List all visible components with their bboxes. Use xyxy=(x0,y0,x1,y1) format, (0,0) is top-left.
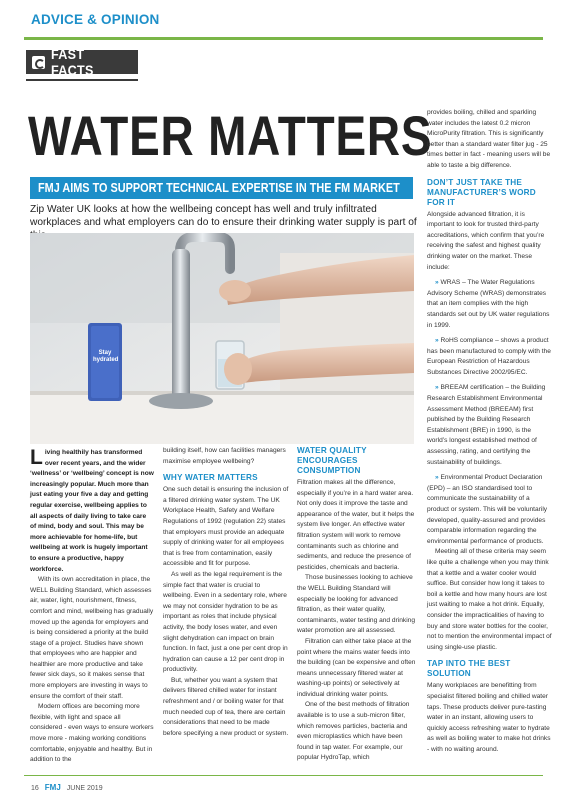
header-divider xyxy=(24,37,543,40)
article-column-4 xyxy=(427,108,553,755)
article-photo xyxy=(30,233,414,444)
bullet-text: WRAS – The Water Regulations Advisory Scheme (WRAS) demonstrates that an item complies with the high standards set out by UK water regulations in 1999. xyxy=(427,279,550,329)
section-heading: WHY WATER MATTERS xyxy=(163,473,258,483)
badge-underline xyxy=(26,79,138,81)
body-paragraph: Filtration makes all the difference, especially if you’re in a hard water area. Not only does it improve the taste and appearance of the water, but it helps the system live longer. An effective water filtration system will work to remove contaminants such as chlorine and sediments, and reduce the presence of pesticides, chemicals and bacteria. xyxy=(297,479,415,571)
bullet-marker: » xyxy=(435,279,439,287)
photo-illustration xyxy=(30,233,414,444)
body-paragraph: building itself, how can facilities managers maximise employee wellbeing? xyxy=(163,447,286,465)
lead-paragraph: iving healthily has transformed over recent years, and the wider ‘wellness’ or ‘wellbeing’ concept is now increasingly popular. Much more than just eating your five a day and getting regular exercise, wellbeing applies to all aspects of daily living to take care of mind, body and soul. This may be more achievable for home-life, but wellbeing at work is hugely important to ensure a productive, happy workforce. xyxy=(30,449,154,573)
body-paragraph: One of the best methods of filtration available is to use a sub-micron filter, which removes particles, bacteria and even microplastics which have been found in tap water. For example, our popular HydroTap, which xyxy=(297,701,410,762)
body-paragraph: But, whether you want a system that delivers filtered chilled water for instant refreshment and / or boiling water for that much needed cup of tea, there are certain considerations that need to be made before specifying a new product or system. xyxy=(163,676,289,737)
article-title: WATER MATTERS xyxy=(28,104,433,167)
page-footer xyxy=(31,783,103,792)
fast-facts-label: FAST FACTS xyxy=(50,46,94,78)
body-paragraph: With its own accreditation in place, the WELL Building Standard, which assesses air, water, light, nourishment, fitness, comfort and mind, wellbeing has gradually moved up the agenda for employers and is being considered a priority at the build stage of a project. Studies have shown that employees who are happier and healthier are more productive and take fewer sick days, so it makes sense that more employers are investing in ways to ensure the comfort of their staff. xyxy=(30,576,154,700)
banner-text: FMJ AIMS TO SUPPORT TECHNICAL EXPERTISE IN THE FM MARKET xyxy=(38,181,400,195)
body-paragraph: Alongside advanced filtration, it is important to look for trusted third-party accreditations, which confirm that you’re receiving the safest and highest quality drinking water on the market. These include: xyxy=(427,210,545,271)
drop-cap: L xyxy=(30,446,43,469)
article-subhead: Zip Water UK looks at how the wellbeing concept has well and truly infiltrated workplaces and what employers can do to ensure their drinking water supply is part of xyxy=(30,204,417,228)
bullet-marker: » xyxy=(435,384,439,392)
bullet-text: Environmental Product Declaration (EPD) – an ISO standardised tool to communicate the sustainability of a product or system. This will be voluntarily developed, quality-assured and provides comparable information regarding the environmental performance of products. xyxy=(427,474,548,545)
bullet-text: RoHS compliance – shows a product has been manufactured to comply with the European Restriction of Hazardous Substances Directive 2002/95/EC. xyxy=(427,337,551,376)
bullet-item xyxy=(427,278,553,331)
section-heading: DON’T JUST TAKE THE MANUFACTURER’S WORD FOR IT xyxy=(427,177,536,207)
article-column-2 xyxy=(163,446,289,739)
bullet-item xyxy=(427,336,553,378)
page-number: 16 xyxy=(31,785,39,792)
section-label: ADVICE & OPINION xyxy=(31,12,160,27)
article-column-1 xyxy=(30,448,154,766)
body-paragraph: Many workplaces are benefitting from specialist filtered boiling and chilled water taps. These products deliver pure-tasting water in an instant, allowing users to quickly access refreshing water to hydrate as well as boiling water to make hot drinks - with no waiting around. xyxy=(427,682,551,753)
article-banner xyxy=(30,177,413,199)
section-heading: WATER QUALITY ENCOURAGES CONSUMPTION xyxy=(297,446,367,475)
fast-facts-badge xyxy=(26,46,138,78)
footer-divider xyxy=(24,775,543,776)
chat-bubble-icon xyxy=(32,56,45,69)
body-paragraph: As well as the legal requirement is the simple fact that water is crucial to wellbeing. Even in a sedentary role, where we may not consider hydration to be as important as roles that include physical activity, the body loses water, and even slight dehydration can impact on brain function. In fact, just a one per cent drop in hydration can cause a 12 per cent drop in productivity. xyxy=(163,570,288,674)
body-paragraph: Those businesses looking to achieve the WELL Building Standard will especially be looking for advanced filtration, as their water quality, contaminants, water testing and drinking water promotion are all assessed. xyxy=(297,574,416,635)
magazine-brand: FMJ xyxy=(44,783,61,792)
section-heading: TAP INTO THE BEST SOLUTION xyxy=(427,659,511,679)
body-paragraph: One such detail is ensuring the inclusion of a filtered drinking water system. The UK Workplace Health, Safety and Welfare Regulations of 1992 (regulation 22) states that employers must provide an adequate supply of drinking water for all employees that is free from contamination, easily accessible and fit for purpose. xyxy=(163,486,289,568)
bullet-item xyxy=(427,473,553,547)
issue-date: JUNE 2019 xyxy=(66,785,103,792)
body-paragraph: Meeting all of these criteria may seem like quite a challenge when you may think that a kettle and a water cooler would suffice. But consider how long it takes to boil a kettle and how many hours are lost just waiting to make a hot drink. Equally, consider the impracticalities of having to buy and store water bottles for the cooler, not to mention the environmental impact of using single-use plastic. xyxy=(427,548,552,651)
photo-panel-label: Stay hydrated xyxy=(93,350,119,363)
bullet-marker: » xyxy=(435,337,439,345)
article-column-3 xyxy=(297,446,419,764)
bullet-marker: » xyxy=(435,474,439,482)
body-paragraph: Filtration can either take place at the point where the mains water feeds into the building (can be expensive and often means unnecessary filtered water at washing-up points) or selectively at individual drinking water points. xyxy=(297,637,416,698)
body-paragraph: provides boiling, chilled and sparkling water includes the latest 0.2 micron MicroPurity filtration. This is significantly better than a standard water filter jug - 25 times better in fact - meaning users will be able to taste a big difference. xyxy=(427,109,551,169)
bullet-item xyxy=(427,383,553,468)
body-paragraph: Modern offices are becoming more flexible, with light and space all considered - even ways to ensure workers move more - making working conditions comfortable, enjoyable and healthy. But in addition to the xyxy=(30,703,154,764)
bullet-text: BREEAM certification – the Building Research Establishment Environmental Assessment Method (BREEAM) first published by the Building Research Establishment (BRE) in 1990, is the world’s longest established method of assessing, rating, and certifying the sustainability of buildings. xyxy=(427,384,546,466)
